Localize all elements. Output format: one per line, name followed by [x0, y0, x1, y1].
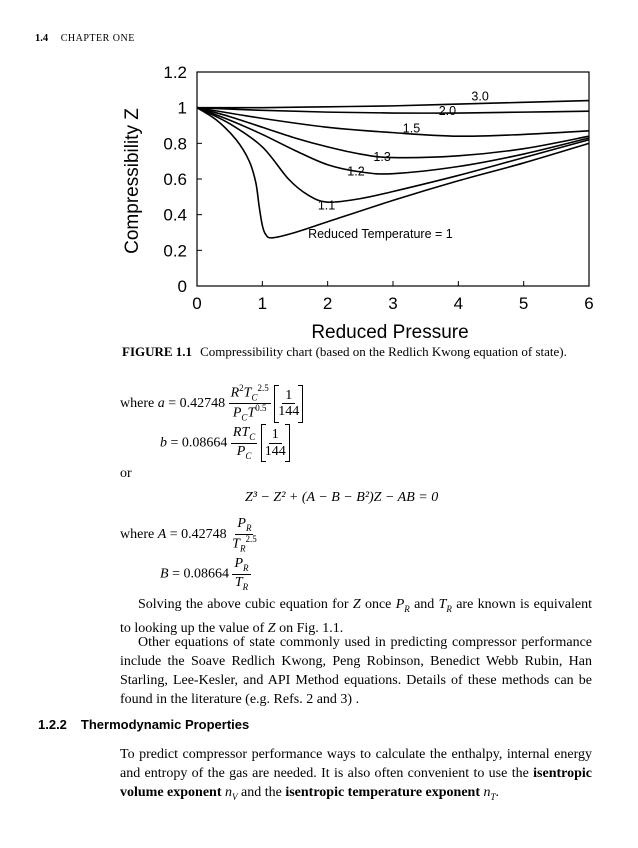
eq-frac-a: $\frac{R^2T_C^{2.5}}{P_CT^{0.5}}$: [230, 383, 269, 423]
eq-where: where: [120, 396, 155, 412]
cubic-equation-text: Z³ − Z² + (A − B − B²)Z − AB = 0: [245, 490, 439, 505]
equation-b: [160, 425, 290, 461]
y-tick-label: 0: [177, 277, 187, 296]
eq-var-a: a: [157, 396, 165, 412]
eq-coef-a: = 0.42748: [168, 396, 226, 412]
section-number: 1.2.2: [38, 717, 67, 732]
y-tick-label: 0.2: [163, 241, 187, 261]
page-number: 1.4: [35, 33, 49, 44]
series-label-tr-1: Reduced Temperature = 1: [308, 226, 453, 241]
eq-var-A: A: [157, 527, 167, 543]
y-tick-label: 0.6: [163, 170, 187, 189]
series-line-tr-3.0: [197, 101, 589, 108]
equation-B: [160, 556, 251, 592]
section-heading: [38, 717, 263, 732]
eq-frac-b: $\frac{RT_C}{P_C}$: [232, 425, 256, 461]
equation-a: [120, 384, 303, 424]
cubic-equation: [245, 490, 438, 506]
paragraph-3: To predict compressor performance ways to calculate the enthalpy, internal energy and entropy of the gas are needed. It is also often convenient to use the isentropic volume exponent $n_V$ and the isentropic temperature exponent $n_T$.: [120, 747, 592, 802]
y-axis-label: Compressibility Z: [122, 108, 143, 254]
eq-bracket-a: $\frac{1}{144}$: [274, 388, 303, 420]
eq-coef-B: = 0.08664: [172, 566, 229, 582]
y-tick-label: 0.4: [163, 205, 187, 225]
series-label-tr-1.2: 1.2: [347, 164, 365, 179]
paragraph-1: Solving the above cubic equation for Z once $P_R$ and $T_R$ are known is equivalent to looking up the value of Z on Fig. 1.1.: [120, 597, 592, 636]
series-line-tr-2.0: [197, 108, 589, 113]
eq-coef-A: = 0.42748: [169, 527, 227, 543]
series-label-tr-1.5: 1.5: [402, 121, 421, 136]
eq-bracket-b: $\frac{1}{144}$: [261, 427, 290, 459]
equation-A: [120, 516, 259, 554]
eq-coef-b: = 0.08664: [170, 435, 228, 451]
eq-var-B: B: [160, 566, 169, 582]
compressibility-chart: [0, 0, 638, 345]
figure-label: FIGURE 1.1: [122, 344, 193, 359]
eq-var-b: b: [160, 435, 167, 451]
eq-frac-B: $\frac{P_R}{T_R}$: [234, 556, 249, 592]
x-tick-label: 5: [518, 294, 529, 313]
y-tick-label: 1.2: [163, 63, 187, 82]
x-tick-label: 0: [192, 294, 202, 313]
eq-frac-A: $\frac{P_R}{T_R^{2.5}}$: [232, 516, 257, 554]
section-title: Thermodynamic Properties: [80, 717, 250, 732]
x-tick-label: 6: [584, 294, 594, 313]
x-tick-label: 4: [453, 294, 464, 313]
figure-caption: [122, 344, 567, 360]
series-label-tr-3.0: 3.0: [471, 89, 489, 104]
y-tick-label: 0.8: [163, 134, 187, 154]
eq-where-2: where: [120, 527, 155, 543]
series-line-tr-1.1: [197, 108, 589, 203]
chapter-title: CHAPTER ONE: [60, 33, 135, 44]
figure-caption-text: Compressibility chart (based on the Redlich Kwong equation of state).: [200, 344, 567, 359]
x-tick-label: 2: [322, 294, 333, 313]
series-label-tr-1.3: 1.3: [373, 150, 391, 165]
paragraph-2: Other equations of state commonly used in predicting compressor performance include the Soave Redlich Kwong, Peng Robinson, Benedict Webb Rubin, Han Starling, Lee-Kesler, and API Method equations. Details of these methods can be found in the literature (e.g. Refs. 2 and 3) .: [120, 635, 592, 707]
series-label-tr-1.1: 1.1: [317, 198, 336, 213]
series-line-tr-1: [197, 108, 589, 238]
x-tick-label: 1: [257, 294, 268, 313]
x-tick-label: 3: [388, 294, 398, 313]
or-text: or: [120, 466, 132, 481]
x-axis-label: Reduced Pressure: [311, 322, 469, 343]
series-label-tr-2.0: 2.0: [438, 103, 457, 118]
y-tick-label: 1: [177, 98, 187, 118]
